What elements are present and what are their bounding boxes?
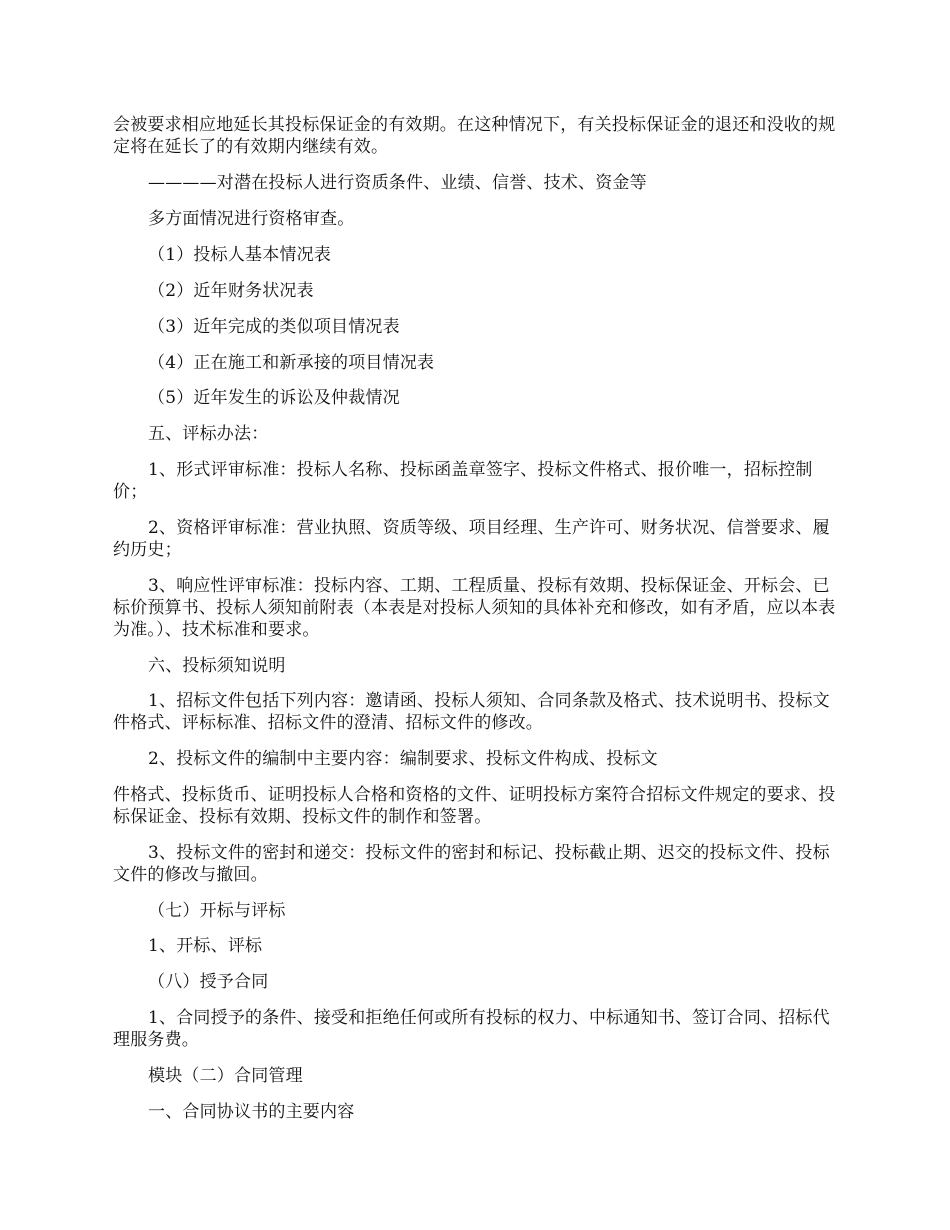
paragraph-tender-contents: 1、招标文件包括下列内容：邀请函、投标人须知、合同条款及格式、技术说明书、投标文件格式、评标标准、招标文件的澄清、招标文件的修改。 <box>113 691 830 733</box>
paragraph-bid-preparation: 2、投标文件的编制中主要内容：编制要求、投标文件构成、投标文 <box>148 749 658 769</box>
paragraph-bid-preparation-cont: 件格式、投标货币、证明投标人合格和资格的文件、证明投标方案符合招标文件规定的要求、投标保证金、投标有效期、投标文件的制作和签署。 <box>113 785 836 827</box>
list-item-basic-info: （1）投标人基本情况表 <box>148 245 332 265</box>
heading-evaluation-method: 五、评标办法： <box>148 424 269 444</box>
paragraph-qualification-standard: 2、资格评审标准：营业执照、资质等级、项目经理、生产许可、财务状况、信誉要求、履约历史； <box>113 518 830 560</box>
list-item-litigation: （5）近年发生的诉讼及仲裁情况 <box>148 388 400 408</box>
list-item-similar-projects: （3）近年完成的类似项目情况表 <box>148 317 400 337</box>
paragraph-contract-award: 1、合同授予的条件、接受和拒绝任何或所有投标的权力、中标通知书、签订合同、招标代理服务费。 <box>113 1008 830 1050</box>
heading-bid-instructions: 六、投标须知说明 <box>148 656 286 676</box>
paragraph-bid-bond-extension: 会被要求相应地延长其投标保证金的有效期。在这种情况下，有关投标保证金的退还和没收的规定将在延长了的有效期内继续有效。 <box>113 115 836 157</box>
heading-contract-agreement: 一、合同协议书的主要内容 <box>148 1102 355 1122</box>
heading-opening-evaluation: （七）开标与评标 <box>148 901 286 921</box>
heading-contract-award: （八）授予合同 <box>148 972 269 992</box>
paragraph-opening-evaluation: 1、开标、评标 <box>148 936 263 956</box>
paragraph-responsiveness-standard: 3、响应性评审标准：投标内容、工期、工程质量、投标有效期、投标保证金、开标会、已标价预算书、投标人须知前附表（本表是对投标人须知的具体补充和修改，如有矛盾，应以本表为准。）、技术标准和要求。 <box>113 576 836 640</box>
paragraph-formal-review: 1、形式评审标准：投标人名称、投标函盖章签字、投标文件格式、报价唯一，招标控制价； <box>113 460 813 502</box>
paragraph-qualification-review-cont: 多方面情况进行资格审查。 <box>148 209 355 229</box>
paragraph-sealing-submission: 3、投标文件的密封和递交：投标文件的密封和标记、投标截止期、迟交的投标文件、投标文件的修改与撤回。 <box>113 843 830 885</box>
list-item-financial-status: （2）近年财务状况表 <box>148 281 314 301</box>
heading-module-contract-management: 模块（二）合同管理 <box>148 1066 303 1086</box>
paragraph-qualification-review-intro: ————对潜在投标人进行资质条件、业绩、信誉、技术、资金等 <box>148 173 647 193</box>
list-item-ongoing-projects: （4）正在施工和新承接的项目情况表 <box>148 353 435 373</box>
